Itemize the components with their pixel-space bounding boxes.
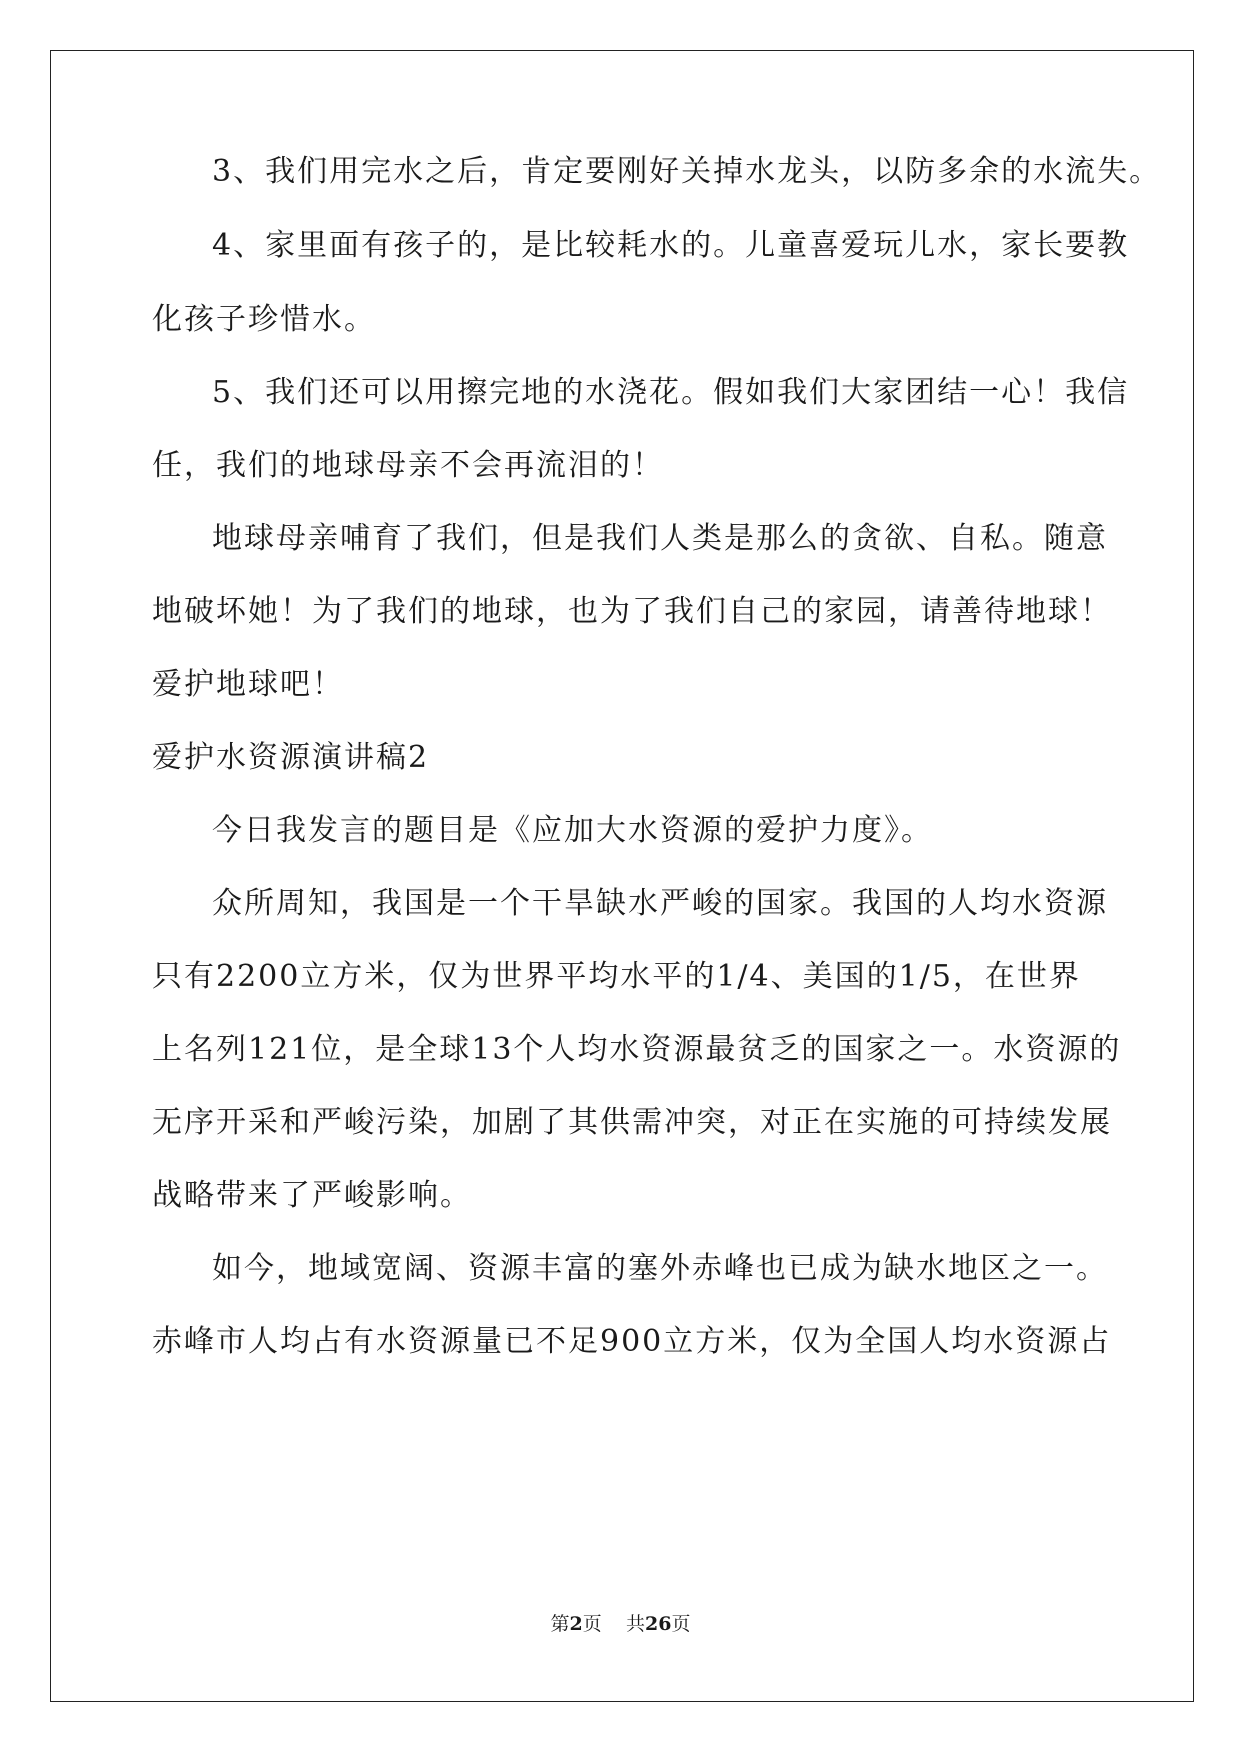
paragraph-line: 无序开采和严峻污染，加剧了其供需冲突，对正在实施的可持续发展	[152, 1105, 1112, 1140]
paragraph-line: 地破坏她！为了我们的地球，也为了我们自己的家园，请善待地球！	[152, 594, 1112, 629]
paragraph-line: 5、我们还可以用擦完地的水浇花。假如我们大家团结一心！我信	[212, 375, 1130, 410]
paragraph-line: 地球母亲哺育了我们，但是我们人类是那么的贪欲、自私。随意	[212, 521, 1108, 556]
footer-total-prefix: 共	[625, 1613, 645, 1635]
footer-page-prefix: 第	[550, 1613, 570, 1635]
footer-page-number: 2	[569, 1613, 583, 1635]
section-heading: 爱护水资源演讲稿2	[152, 740, 430, 775]
page-border	[50, 50, 1194, 1702]
paragraph-line: 4、家里面有孩子的，是比较耗水的。儿童喜爱玩儿水，家长要教	[212, 228, 1130, 263]
paragraph-line: 3、我们用完水之后，肯定要刚好关掉水龙头，以防多余的水流失。	[212, 154, 1162, 189]
paragraph-line: 任，我们的地球母亲不会再流泪的！	[152, 448, 664, 483]
paragraph-line: 如今，地域宽阔、资源丰富的塞外赤峰也已成为缺水地区之一。	[212, 1251, 1108, 1286]
paragraph-line: 爱护地球吧！	[152, 667, 344, 702]
paragraph-line: 战略带来了严峻影响。	[152, 1178, 472, 1213]
paragraph-line: 只有2200立方米，仅为世界平均水平的1/4、美国的1/5，在世界	[152, 959, 1081, 994]
paragraph-line: 赤峰市人均占有水资源量已不足900立方米，仅为全国人均水资源占	[152, 1324, 1112, 1359]
footer-page-suffix: 页	[582, 1613, 602, 1635]
paragraph-line: 众所周知，我国是一个干旱缺水严峻的国家。我国的人均水资源	[212, 886, 1108, 921]
paragraph-line: 化孩子珍惜水。	[152, 302, 376, 337]
page-footer	[0, 1612, 1241, 1636]
footer-total-suffix: 页	[671, 1613, 691, 1635]
footer-total-pages: 26	[644, 1613, 672, 1635]
paragraph-line: 上名列121位，是全球13个人均水资源最贫乏的国家之一。水资源的	[152, 1032, 1122, 1067]
paragraph-line: 今日我发言的题目是《应加大水资源的爱护力度》。	[212, 813, 933, 848]
